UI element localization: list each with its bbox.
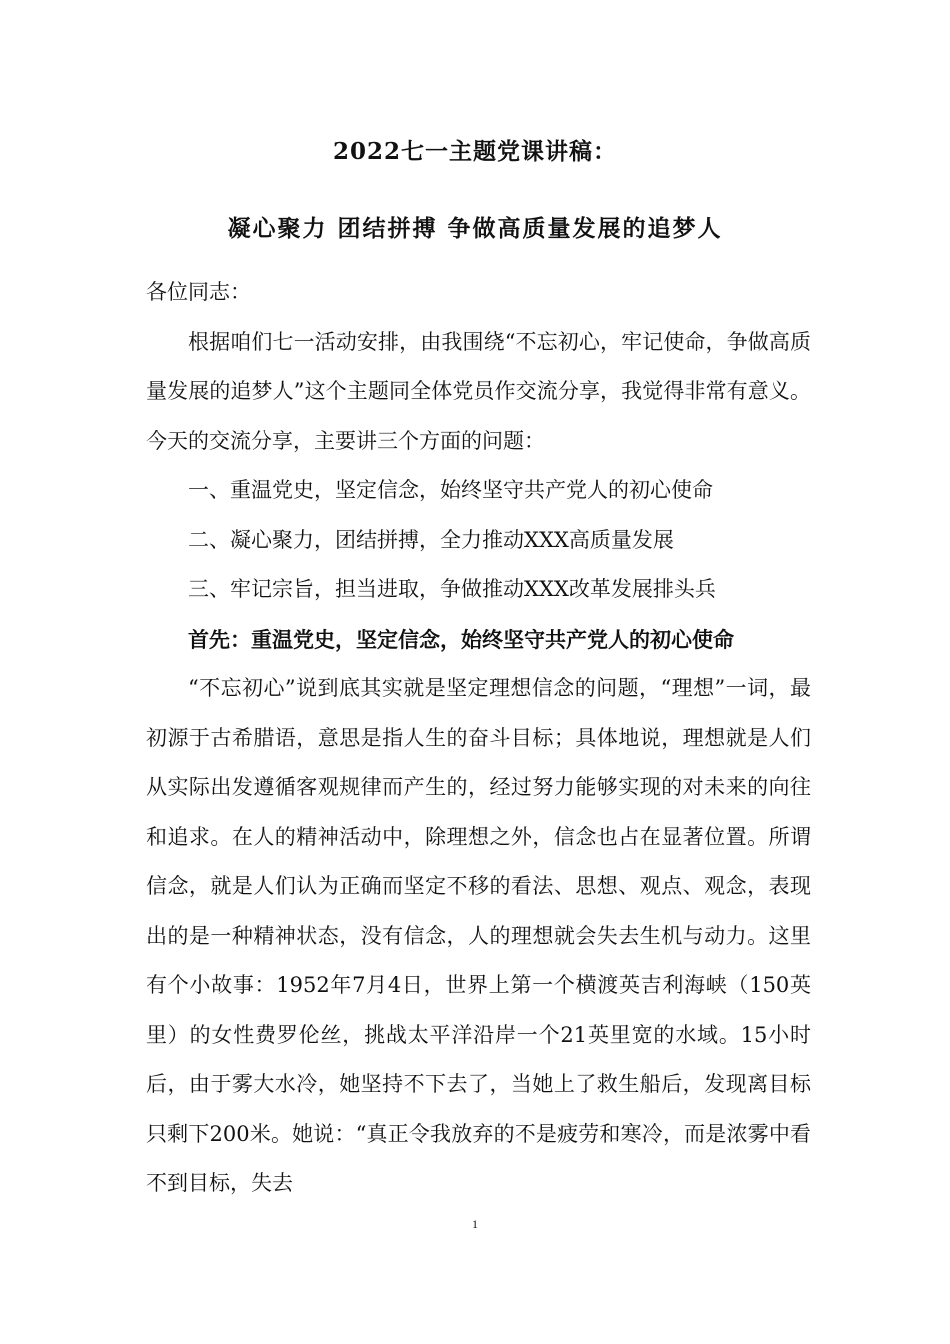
section-paragraph: “不忘初心”说到底其实就是坚定理想信念的问题，“理想”一词，最初源于古希腊语，意思是指人生的奋斗目标；具体地说，理想就是人们从实际出发遵循客观规律而产生的，经过努力能够实现的对未来的向往和追求。在人的精神活动中，除理想之外，信念也占在显著位置。所谓信念，就是人们认为正确而坚定不移的看法、思想、观点、观念，表现出的是一种精神状态，没有信念，人的理想就会失去生机与动力。这里有个小故事：1952年7月4日，世界上第一个横渡英吉利海峡（150英里）的女性费罗伦丝，挑战太平洋沿岸一个21英里宽的水域。15小时后，由于雾大水冷，她坚持不下去了，当她上了救生船后，发现离目标只剩下200米。她说：“真正令我放弃的不是疲劳和寒冷，而是浓雾中看不到目标，失去: [146, 676, 811, 1195]
section-heading: 首先：重温党史，坚定信念，始终坚守共产党人的初心使命: [188, 626, 734, 652]
document-title: 2022七一主题党课讲稿：: [332, 138, 617, 165]
outline-item-3: 三、牢记宗旨，担当进取，争做推动XXX改革发展排头兵: [188, 577, 716, 601]
salutation: 各位同志：: [146, 280, 251, 304]
document-body: [146, 268, 811, 1209]
intro-paragraph: 根据咱们七一活动安排，由我围绕“不忘初心，牢记使命，争做高质量发展的追梦人”这个主题同全体党员作交流分享，我觉得非常有意义。今天的交流分享，主要讲三个方面的问题：: [146, 329, 811, 453]
outline-item-1: 一、重温党史，坚定信念，始终坚守共产党人的初心使命: [188, 478, 713, 502]
document-subtitle: 凝心聚力 团结拼搏 争做高质量发展的追梦人: [227, 215, 723, 242]
page-number: 1: [472, 1217, 478, 1231]
outline-item-2: 二、凝心聚力，团结拼搏，全力推动XXX高质量发展: [188, 527, 674, 552]
